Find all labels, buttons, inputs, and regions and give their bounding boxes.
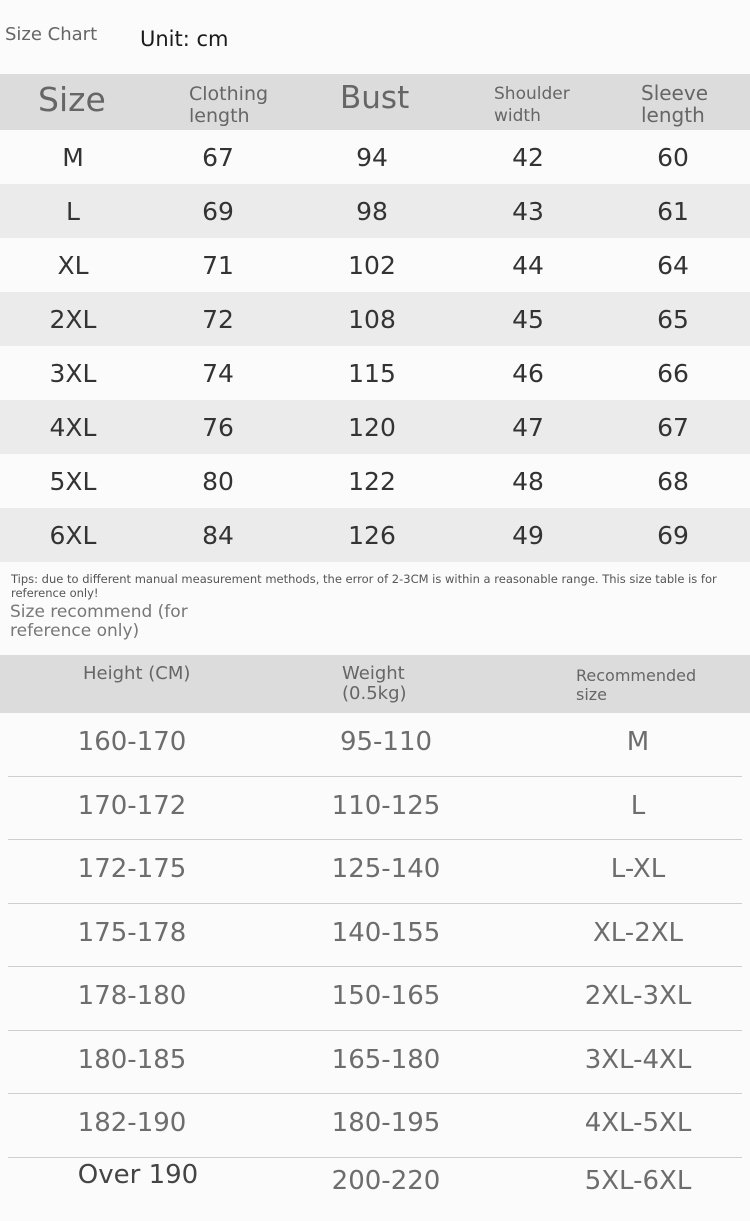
recommend-table-header bbox=[0, 655, 750, 713]
cell-height: 182-190 bbox=[78, 1108, 187, 1138]
cell-shoulder-width: 46 bbox=[512, 359, 544, 388]
cell-bust: 94 bbox=[356, 143, 388, 172]
cell-recommended-size: XL-2XL bbox=[593, 918, 683, 948]
measurement-tips: Tips: due to different manual measurement methods, the error of 2-3CM is within a reasonable range. This size table is for reference only! bbox=[11, 572, 743, 600]
table-row bbox=[0, 508, 750, 562]
cell-recommended-size: 3XL-4XL bbox=[585, 1045, 692, 1075]
cell-clothing-length: 72 bbox=[202, 305, 234, 334]
cell-recommended-size: 2XL-3XL bbox=[585, 981, 692, 1011]
table-row bbox=[0, 400, 750, 454]
cell-bust: 126 bbox=[348, 521, 396, 550]
table-row bbox=[0, 1094, 750, 1158]
cell-bust: 102 bbox=[348, 251, 396, 280]
cell-clothing-length: 69 bbox=[202, 197, 234, 226]
col-clothing-length: Clothing length bbox=[189, 83, 289, 127]
cell-recommended-size: M bbox=[627, 727, 649, 757]
cell-recommended-size: 4XL-5XL bbox=[585, 1108, 692, 1138]
cell-weight: 180-195 bbox=[332, 1108, 441, 1138]
col-recommended-size: Recommended size bbox=[576, 666, 726, 704]
cell-clothing-length: 76 bbox=[202, 413, 234, 442]
col-shoulder-width: Shoulder width bbox=[494, 83, 594, 127]
cell-shoulder-width: 43 bbox=[512, 197, 544, 226]
cell-recommended-size: 5XL-6XL bbox=[585, 1166, 692, 1196]
table-row bbox=[0, 292, 750, 346]
cell-weight: 125-140 bbox=[332, 854, 441, 884]
col-bust: Bust bbox=[340, 80, 409, 116]
cell-clothing-length: 71 bbox=[202, 251, 234, 280]
size-table bbox=[0, 74, 750, 562]
cell-size: M bbox=[62, 143, 84, 172]
cell-sleeve-length: 60 bbox=[657, 143, 689, 172]
cell-size: XL bbox=[57, 251, 88, 280]
cell-sleeve-length: 66 bbox=[657, 359, 689, 388]
cell-shoulder-width: 48 bbox=[512, 467, 544, 496]
cell-weight: 95-110 bbox=[340, 727, 432, 757]
cell-bust: 98 bbox=[356, 197, 388, 226]
cell-recommended-size: L bbox=[631, 791, 646, 821]
chart-title: Size Chart bbox=[5, 24, 97, 45]
cell-size: 2XL bbox=[50, 305, 97, 334]
cell-weight: 165-180 bbox=[332, 1045, 441, 1075]
col-sleeve-length: Sleeve length bbox=[641, 82, 741, 126]
cell-sleeve-length: 67 bbox=[657, 413, 689, 442]
cell-bust: 120 bbox=[348, 413, 396, 442]
cell-bust: 115 bbox=[348, 359, 396, 388]
cell-weight: 110-125 bbox=[332, 791, 441, 821]
cell-sleeve-length: 64 bbox=[657, 251, 689, 280]
cell-height: 178-180 bbox=[78, 981, 187, 1011]
table-row bbox=[0, 904, 750, 968]
cell-size: 5XL bbox=[50, 467, 97, 496]
cell-shoulder-width: 49 bbox=[512, 521, 544, 550]
cell-clothing-length: 74 bbox=[202, 359, 234, 388]
cell-height: 180-185 bbox=[78, 1045, 187, 1075]
table-row bbox=[0, 777, 750, 841]
cell-height: 175-178 bbox=[78, 918, 187, 948]
cell-bust: 122 bbox=[348, 467, 396, 496]
cell-recommended-size: L-XL bbox=[611, 854, 665, 884]
recommend-title: Size recommend (for reference only) bbox=[10, 603, 240, 641]
cell-size: 4XL bbox=[50, 413, 97, 442]
cell-sleeve-length: 65 bbox=[657, 305, 689, 334]
cell-sleeve-length: 68 bbox=[657, 467, 689, 496]
cell-clothing-length: 84 bbox=[202, 521, 234, 550]
cell-shoulder-width: 47 bbox=[512, 413, 544, 442]
cell-height: 170-172 bbox=[78, 791, 187, 821]
table-row bbox=[0, 713, 750, 777]
table-row bbox=[0, 238, 750, 292]
cell-clothing-length: 67 bbox=[202, 143, 234, 172]
table-row bbox=[0, 454, 750, 508]
cell-weight: 200-220 bbox=[332, 1166, 441, 1196]
col-size: Size bbox=[38, 80, 106, 119]
size-table-header bbox=[0, 74, 750, 130]
cell-height: Over 190 bbox=[78, 1160, 198, 1190]
col-weight: Weight (0.5kg) bbox=[342, 664, 462, 704]
col-height: Height (CM) bbox=[83, 663, 190, 684]
unit-label: Unit: cm bbox=[140, 27, 229, 51]
cell-shoulder-width: 45 bbox=[512, 305, 544, 334]
table-row bbox=[0, 346, 750, 400]
recommend-table bbox=[0, 713, 750, 1221]
table-row bbox=[0, 967, 750, 1031]
cell-size: 6XL bbox=[50, 521, 97, 550]
cell-weight: 150-165 bbox=[332, 981, 441, 1011]
cell-size: 3XL bbox=[50, 359, 97, 388]
cell-shoulder-width: 44 bbox=[512, 251, 544, 280]
cell-sleeve-length: 61 bbox=[657, 197, 689, 226]
table-row bbox=[0, 184, 750, 238]
cell-height: 160-170 bbox=[78, 727, 187, 757]
table-row bbox=[0, 130, 750, 184]
cell-clothing-length: 80 bbox=[202, 467, 234, 496]
cell-sleeve-length: 69 bbox=[657, 521, 689, 550]
cell-shoulder-width: 42 bbox=[512, 143, 544, 172]
cell-size: L bbox=[66, 197, 80, 226]
cell-weight: 140-155 bbox=[332, 918, 441, 948]
table-row bbox=[0, 840, 750, 904]
table-row bbox=[0, 1031, 750, 1095]
cell-height: 172-175 bbox=[78, 854, 187, 884]
table-row bbox=[0, 1158, 750, 1221]
cell-bust: 108 bbox=[348, 305, 396, 334]
